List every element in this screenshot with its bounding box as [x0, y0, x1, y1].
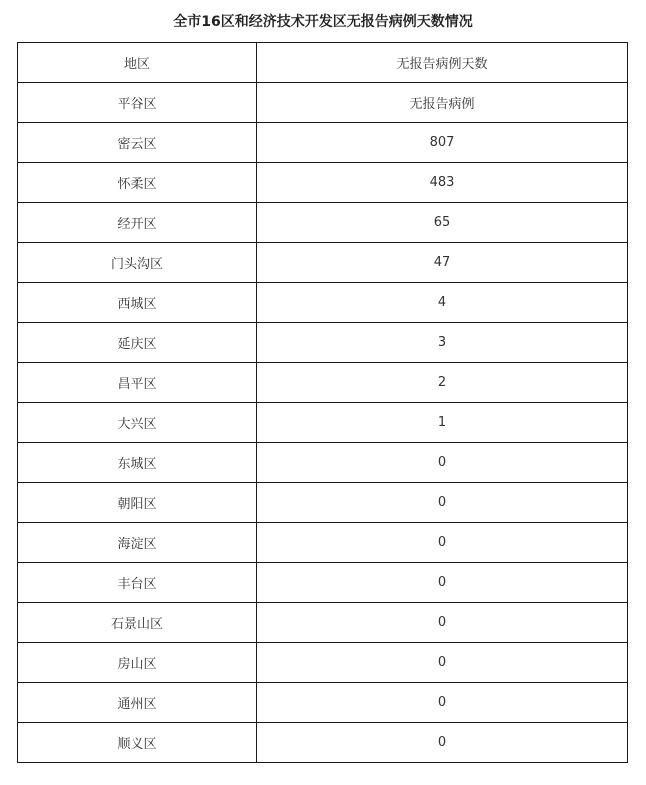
days-cell: 483 [257, 163, 628, 203]
days-cell: 3 [257, 323, 628, 363]
district-cell: 西城区 [18, 283, 257, 323]
district-cell: 经开区 [18, 203, 257, 243]
district-cell: 石景山区 [18, 603, 257, 643]
district-cell: 丰台区 [18, 563, 257, 603]
district-cell: 怀柔区 [18, 163, 257, 203]
days-cell: 4 [257, 283, 628, 323]
table-row [18, 163, 628, 203]
days-cell: 0 [257, 443, 628, 483]
table-row [18, 323, 628, 363]
table-row [18, 523, 628, 563]
table-row [18, 123, 628, 163]
table-row [18, 243, 628, 283]
district-cell: 门头沟区 [18, 243, 257, 283]
table-row [18, 443, 628, 483]
page-title: 全市16区和经济技术开发区无报告病例天数情况 [173, 14, 473, 30]
table-row [18, 483, 628, 523]
table-row [18, 403, 628, 443]
days-cell: 0 [257, 683, 628, 723]
days-cell: 0 [257, 643, 628, 683]
days-cell: 0 [257, 483, 628, 523]
days-cell: 0 [257, 523, 628, 563]
days-cell: 47 [257, 243, 628, 283]
table-row [18, 83, 628, 123]
table-row [18, 363, 628, 403]
column-header-days: 无报告病例天数 [257, 43, 628, 83]
district-cell: 密云区 [18, 123, 257, 163]
district-cell: 昌平区 [18, 363, 257, 403]
table-row [18, 203, 628, 243]
district-cell: 顺义区 [18, 723, 257, 763]
district-cell: 房山区 [18, 643, 257, 683]
district-cell: 东城区 [18, 443, 257, 483]
table-row [18, 643, 628, 683]
days-cell: 0 [257, 723, 628, 763]
district-cell: 朝阳区 [18, 483, 257, 523]
no-case-days-table [17, 42, 628, 763]
days-cell: 1 [257, 403, 628, 443]
district-cell: 海淀区 [18, 523, 257, 563]
days-cell: 2 [257, 363, 628, 403]
table-row [18, 603, 628, 643]
district-cell: 平谷区 [18, 83, 257, 123]
table-header-row [18, 43, 628, 83]
days-cell: 0 [257, 603, 628, 643]
district-cell: 延庆区 [18, 323, 257, 363]
table-row [18, 283, 628, 323]
column-header-district: 地区 [18, 43, 257, 83]
table-row [18, 563, 628, 603]
days-cell: 807 [257, 123, 628, 163]
days-cell: 无报告病例 [257, 83, 628, 123]
days-cell: 0 [257, 563, 628, 603]
table-row [18, 683, 628, 723]
table-row [18, 723, 628, 763]
district-cell: 通州区 [18, 683, 257, 723]
district-cell: 大兴区 [18, 403, 257, 443]
days-cell: 65 [257, 203, 628, 243]
